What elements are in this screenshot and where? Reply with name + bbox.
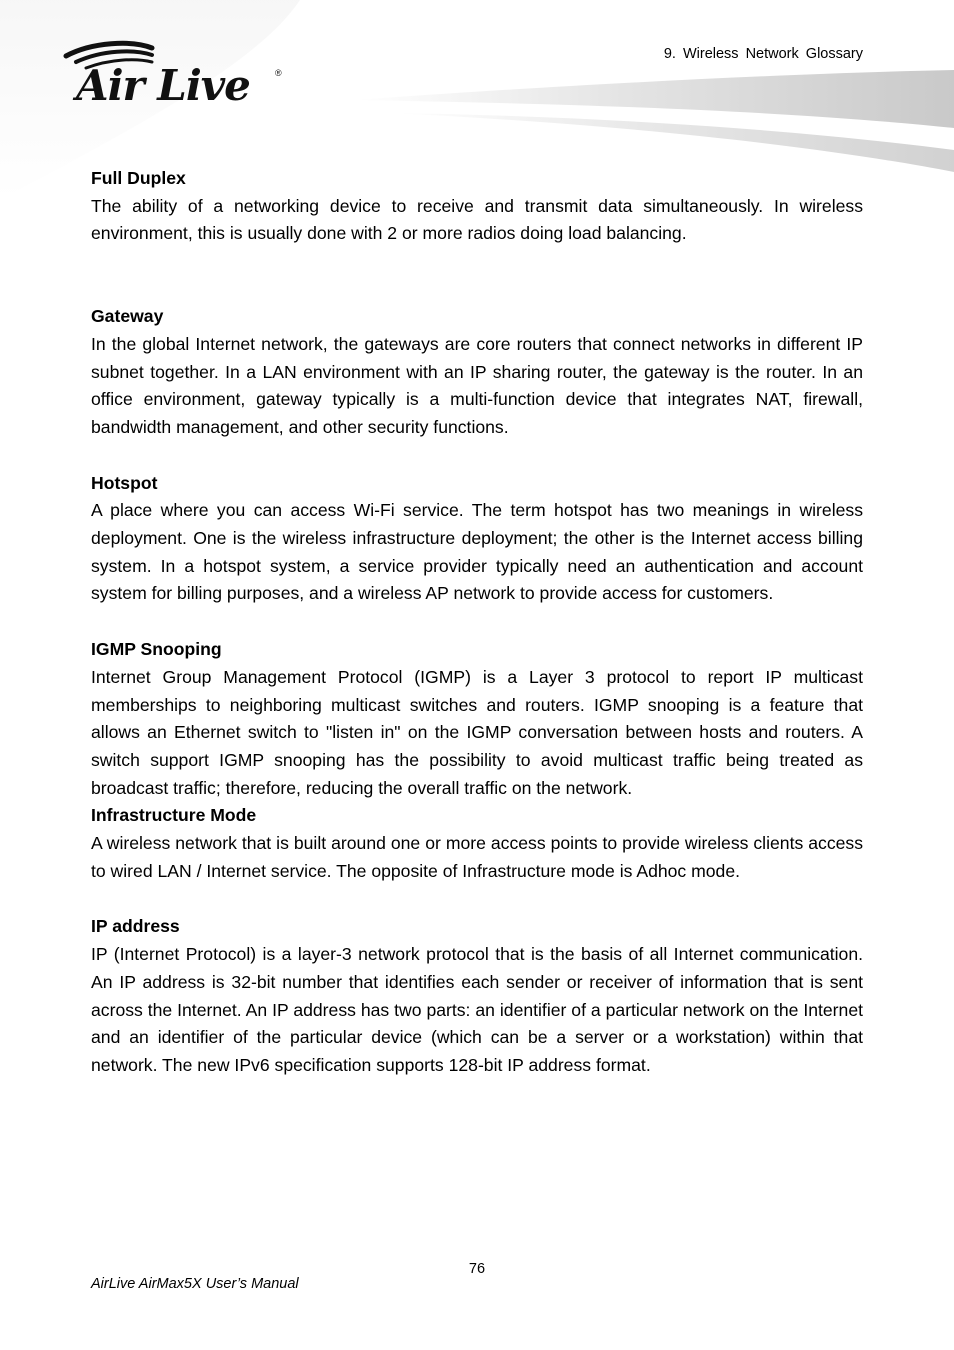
entry-body: In the global Internet network, the gateways are core routers that connect networks in different IP subnet together. In a LAN environment with an IP sharing router, the gateway is the router. In an office environment, gateway typically is a multi-function device that integrates NAT, firewall, bandwidth management, and other security functions.	[91, 333, 863, 437]
svg-text:Air Live: Air Live	[76, 61, 250, 106]
entry-title: Infrastructure Mode	[91, 805, 257, 826]
entry-body: A wireless network that is built around one or more access points to provide wireless clients access to wired LAN / Internet service. The opposite of Infrastructure mode is Adhoc mode.	[91, 833, 863, 881]
glossary-entry-infrastructure-mode	[91, 802, 863, 885]
entry-body: Internet Group Management Protocol (IGMP) is a Layer 3 protocol to report IP multicast memberships to neighboring multicast switches and routers. IGMP snooping is a feature that allows an Ethernet switch to "listen in" on the IGMP conversation between hosts and routers. A switch support IGMP snooping has the possibility to avoid multicast traffic being treated as broadcast traffic; therefore, reducing the overall traffic on the network.	[91, 666, 863, 798]
entry-title: IP address	[91, 916, 180, 937]
entry-body: The ability of a networking device to receive and transmit data simultaneously. In wireless environment, this is usually done with 2 or more radios doing load balancing.	[91, 195, 863, 244]
glossary-entry-full-duplex	[91, 165, 863, 248]
entry-body: A place where you can access Wi-Fi service. The term hotspot has two meanings in wireless deployment. One is the wireless infrastructure deployment; the other is the Internet access billing system. In a hotspot system, a service provider typically need an authentication and account system for billing purposes, and a wireless AP network to provide access for customers.	[91, 500, 863, 604]
page-number: 76	[468, 1261, 486, 1277]
entry-title: Gateway	[91, 306, 164, 327]
entry-title: IGMP Snooping	[91, 639, 222, 660]
glossary-entry-hotspot	[91, 470, 863, 609]
footer-manual-title: AirLive AirMax5X User’s Manual	[91, 1276, 299, 1292]
svg-text:®: ®	[275, 68, 282, 78]
glossary-entry-igmp-snooping	[91, 636, 863, 802]
glossary-entry-gateway	[91, 303, 863, 442]
section-title: 9. Wireless Network Glossary	[663, 46, 863, 62]
entry-body: IP (Internet Protocol) is a layer-3 network protocol that is the basis of all Internet communication. An IP address is 32-bit number that identifies each sender or receiver of information that is sent across the Internet. An IP address has two parts: an identifier of a particular network on the Internet and an identifier of the particular device (which can be a server or a workstation) within that network. The new IPv6 specification supports 128-bit IP address format.	[91, 944, 863, 1075]
entry-title: Full Duplex	[91, 168, 186, 188]
airlive-logo	[62, 40, 292, 106]
glossary-entry-ip-address	[91, 913, 863, 1079]
glossary-content	[91, 165, 863, 1080]
entry-title: Hotspot	[91, 472, 158, 493]
